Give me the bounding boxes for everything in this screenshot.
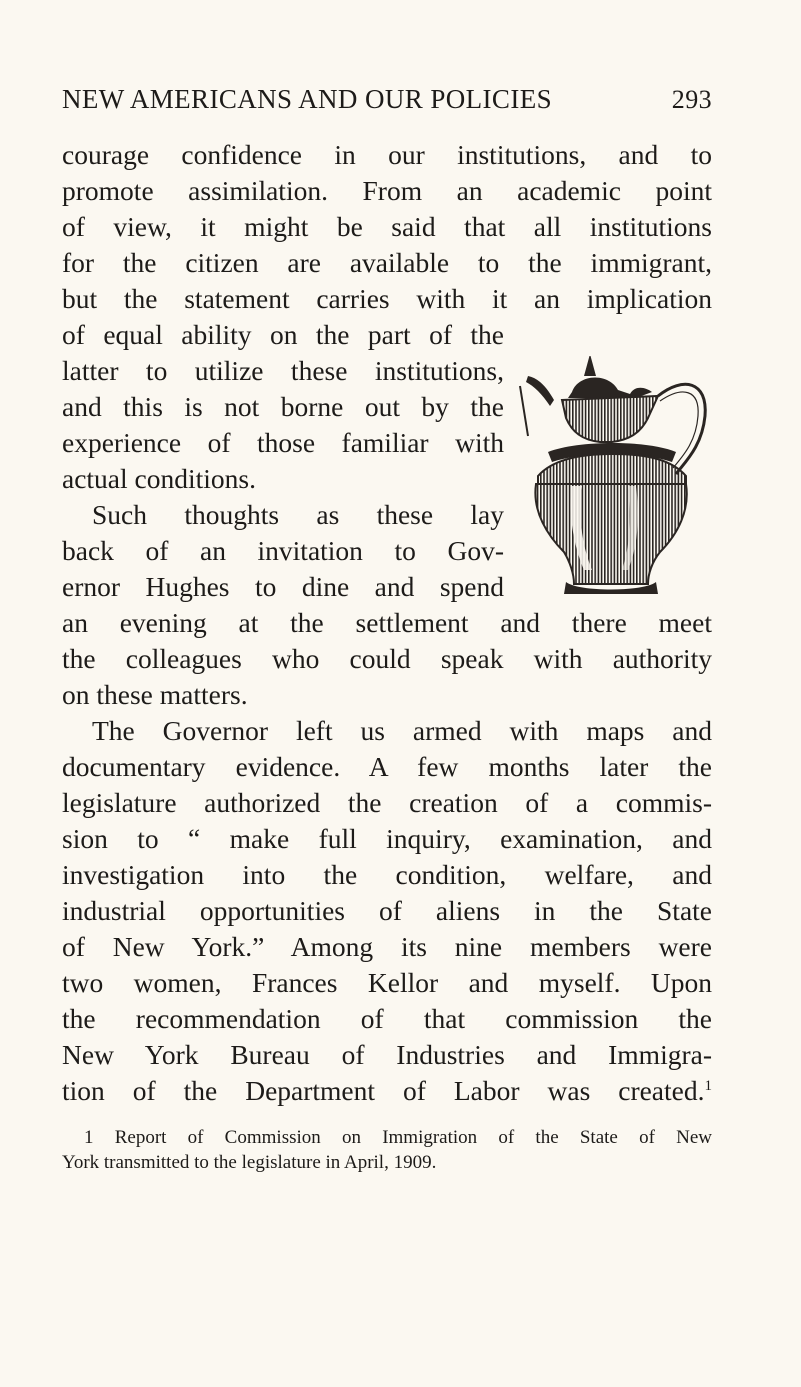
body-line: Such thoughts as these lay [92,499,504,530]
body-line: but the statement carries with it an implication [62,283,712,314]
body-line: latter to utilize these institutions, [62,355,504,386]
body-line: of equal ability on the part of the [62,319,504,350]
body-line: and this is not borne out by the [62,391,504,422]
body-line: of view, it might be said that all institutions [62,211,712,242]
body-line: sion to “ make full inquiry, examination, and [62,823,712,854]
footnote-reference: 1 [704,1077,712,1094]
body-line: promote assimilation. From an academic point [62,175,712,206]
body-line: New York Bureau of Industries and Immigra- [62,1039,712,1070]
body-line: on these matters. [62,679,248,710]
body-line: an evening at the settlement and there meet [62,607,712,638]
footnote-line: York transmitted to the legislature in April, 1909. [62,1152,437,1173]
page-number: 293 [671,85,712,114]
body-line: documentary evidence. A few months later the [62,751,712,782]
body-line: for the citizen are available to the immigrant, [62,247,712,278]
body-line: the recommendation of that commission the [62,1003,712,1034]
running-head-title: NEW AMERICANS AND OUR POLICIES [62,84,553,114]
running-head [62,84,712,115]
body-line-text: tion of the Department of Labor was created. [62,1075,705,1106]
body-line: industrial opportunities of aliens in the State [62,895,712,926]
body-line: the colleagues who could speak with authority [62,643,712,674]
body-line: back of an invitation to Gov- [62,535,504,566]
body-line: actual conditions. [62,463,256,494]
body-line: experience of those familiar with [62,427,504,458]
body-line: two women, Frances Kellor and myself. Upon [62,967,712,998]
body-line: legislature authorized the creation of a commis- [62,787,712,818]
body-line: The Governor left us armed with maps and [92,715,712,746]
body-line: of New York.” Among its nine members were [62,931,712,962]
body-line: investigation into the condition, welfare, and [62,859,712,890]
body-line: courage confidence in our institutions, and to [62,139,712,170]
footnote-line: 1 Report of Commission on Immigration of the State of New [84,1127,712,1148]
body-line-last [62,1074,712,1108]
ewer-illustration [508,356,714,596]
body-line: ernor Hughes to dine and spend [62,571,504,602]
